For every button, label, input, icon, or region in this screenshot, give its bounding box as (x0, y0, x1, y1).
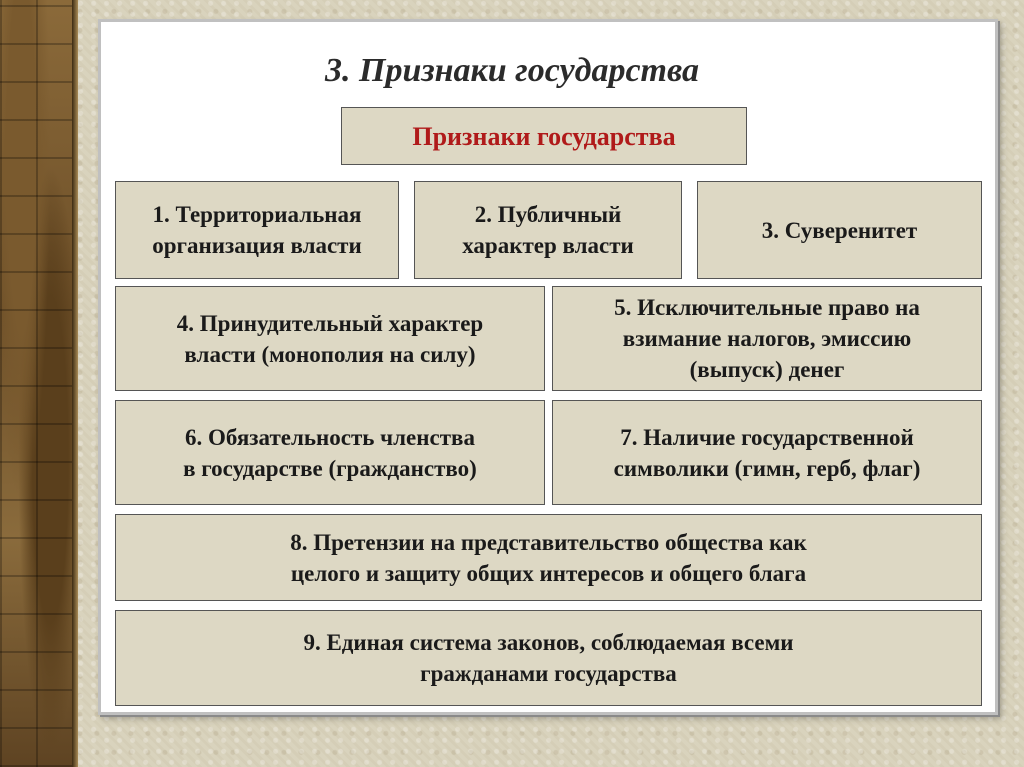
slide-title: 3. Признаки государства (325, 52, 699, 89)
feature-1-line-2: организация власти (152, 233, 362, 258)
feature-4-line-1: 4. Принудительный характер (176, 310, 484, 336)
feature-box-1 (115, 181, 399, 279)
feature-box-9 (115, 610, 982, 706)
feature-6-line-1: 6. Обязательность членства (185, 424, 475, 450)
feature-9-line-1: 9. Единая система законов, соблюдаемая всеми (303, 630, 794, 655)
feature-5-line-1: 5. Исключительные право на (614, 295, 920, 320)
feature-5-line-3: (выпуск) денег (689, 357, 845, 382)
diagram-header-box: Признаки государства (341, 107, 747, 165)
feature-box-8 (115, 514, 982, 601)
feature-3-line-1: 3. Суверенитет (761, 217, 918, 243)
feature-box-5 (552, 286, 982, 391)
feature-4-line-2: власти (монополия на силу) (184, 341, 476, 367)
feature-1-line-1: 1. Территориальная (152, 202, 362, 227)
feature-7-line-2: символики (гимн, герб, флаг) (613, 455, 921, 481)
feature-box-7 (552, 400, 982, 505)
feature-8-line-1: 8. Претензии на представительство общества как (290, 529, 807, 555)
feature-5-line-2: взимание налогов, эмиссию (622, 326, 912, 351)
side-strip-edge (72, 0, 78, 767)
feature-6-line-2: в государстве (гражданство) (183, 455, 477, 481)
feature-7-line-1: 7. Наличие государственной (620, 424, 914, 450)
feature-box-6 (115, 400, 545, 505)
feature-box-3 (697, 181, 982, 279)
feature-2-line-1: 2. Публичный (474, 202, 622, 227)
feature-8-line-2: целого и защиту общих интересов и общего блага (290, 560, 807, 586)
feature-2-line-2: характер власти (462, 233, 634, 258)
feature-9-line-2: гражданами государства (420, 661, 677, 686)
decorative-side-strip (0, 0, 72, 767)
feature-box-4 (115, 286, 545, 391)
feature-box-2 (414, 181, 682, 279)
